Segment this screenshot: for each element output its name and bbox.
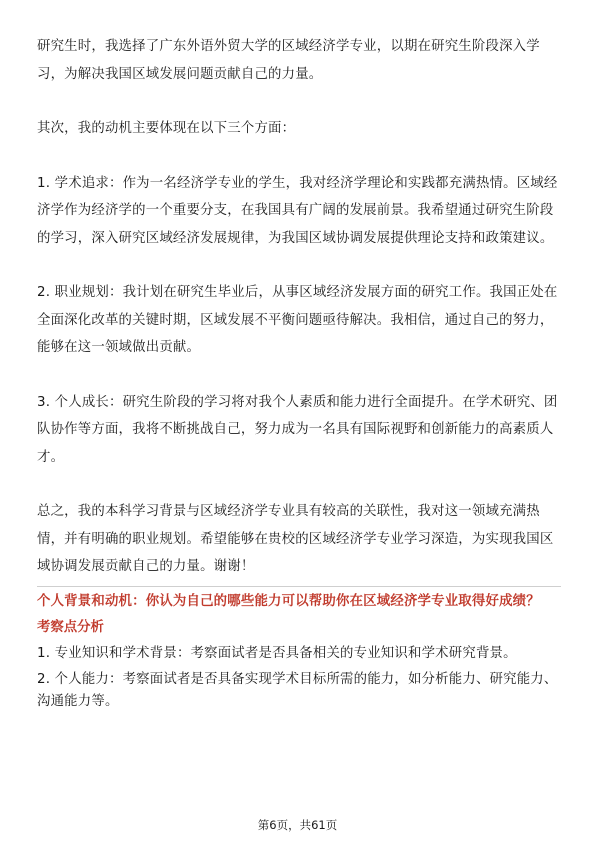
paragraph-point-2: 2. 职业规划：我计划在研究生毕业后，从事区域经济发展方面的研究工作。我国正处在全面深化改革的关键时期，区域发展不平衡问题亟待解决。我相信，通过自己的努力，能够在这一领域做出贡献。 xyxy=(37,285,558,355)
section-divider xyxy=(37,586,561,587)
document-body xyxy=(37,33,561,717)
analysis-item-1: 1. 专业知识和学术背景：考察面试者是否具备相关的专业知识和学术研究背景。 xyxy=(37,645,517,661)
paragraph-motivation-intro: 其次，我的动机主要体现在以下三个方面： xyxy=(37,121,296,136)
page-footer: 第6页，共61页 xyxy=(257,818,338,832)
analysis-heading: 考察点分析 xyxy=(37,619,104,635)
analysis-item-2: 2. 个人能力：考察面试者是否具备实现学术目标所需的能力，如分析能力、研究能力、沟通能力等。 xyxy=(37,671,558,709)
paragraph-summary: 总之，我的本科学习背景与区域经济学专业具有较高的关联性，我对这一领域充满热情，并有明确的职业规划。希望能够在贵校的区域经济学专业学习深造，为实现我国区域协调发展贡献自己的力量。谢谢！ xyxy=(37,504,554,574)
question-heading: 个人背景和动机：你认为自己的哪些能力可以帮助你在区域经济学专业取得好成绩？ xyxy=(37,593,540,609)
paragraph-point-1: 1. 学术追求：作为一名经济学专业的学生，我对经济学理论和实践都充满热情。区域经济学作为经济学的一个重要分支，在我国具有广阔的发展前景。我希望通过研究生阶段的学习，深入研究区域经济发展规律，为我国区域协调发展提供理论支持和政策建议。 xyxy=(37,175,558,246)
paragraph-intro-continued: 研究生时，我选择了广东外语外贸大学的区域经济学专业，以期在研究生阶段深入学习，为解决我国区域发展问题贡献自己的力量。 xyxy=(37,39,540,82)
paragraph-point-3: 3. 个人成长：研究生阶段的学习将对我个人素质和能力进行全面提升。在学术研究、团队协作等方面，我将不断挑战自己，努力成为一名具有国际视野和创新能力的高素质人才。 xyxy=(37,394,558,465)
